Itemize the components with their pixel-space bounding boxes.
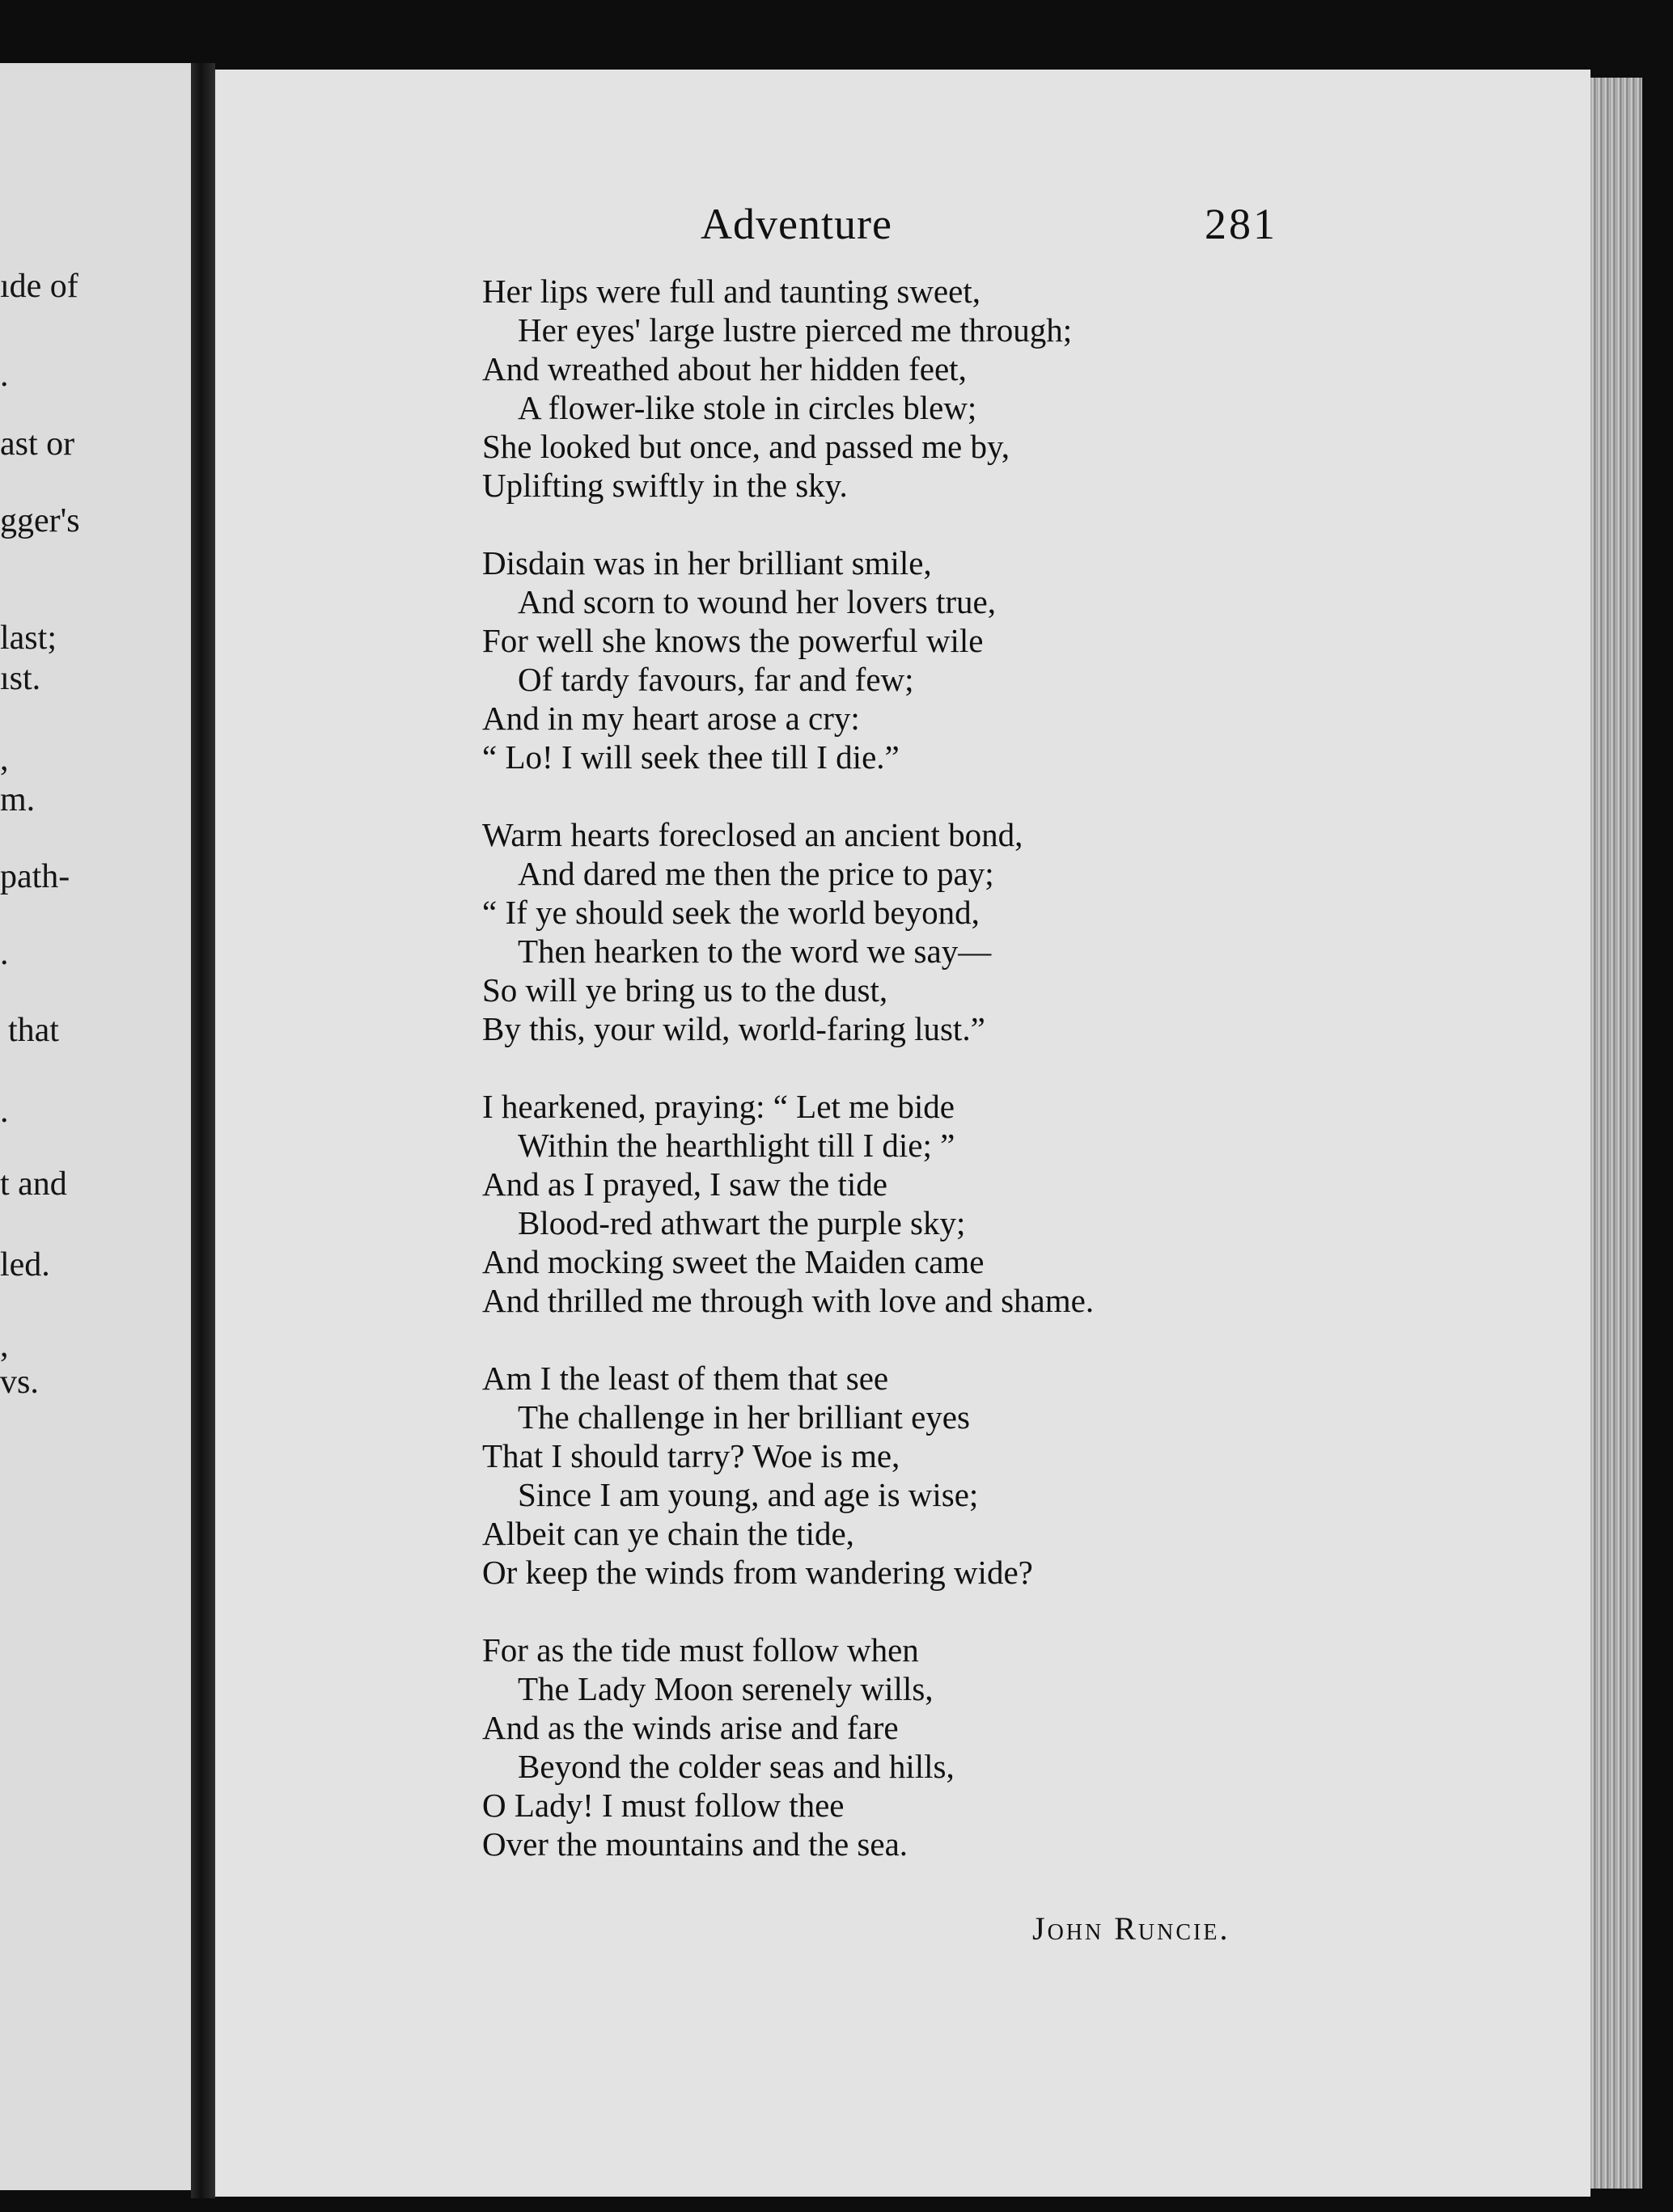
left-fragment: , xyxy=(0,741,9,778)
left-fragment: , xyxy=(0,1327,9,1364)
page-edges xyxy=(1590,78,1642,2189)
poem-line: And thrilled me through with love and shame. xyxy=(482,1282,1095,1319)
main-page xyxy=(215,70,1590,2197)
poem-line: For well she knows the powerful wile xyxy=(482,622,984,659)
poem-line: Her lips were full and taunting sweet, xyxy=(482,273,981,310)
poem-line: And mocking sweet the Maiden came xyxy=(482,1243,985,1280)
poem-line: And in my heart arose a cry: xyxy=(482,700,860,737)
poem-line: O Lady! I must follow thee xyxy=(482,1787,845,1824)
left-fragment: . xyxy=(0,357,9,394)
stanza xyxy=(482,272,1493,505)
poem-line: So will ye bring us to the dust, xyxy=(482,971,888,1009)
stanza xyxy=(482,543,1493,776)
left-fragment: last; xyxy=(0,620,57,657)
left-fragment: t and xyxy=(0,1165,67,1203)
page-number: 281 xyxy=(1205,200,1277,248)
poem-line: Or keep the winds from wandering wide? xyxy=(482,1554,1033,1591)
previous-page-fragment xyxy=(0,63,191,2190)
left-fragment: gger's xyxy=(0,502,80,539)
left-fragment: that xyxy=(8,1012,59,1049)
poem-line: The Lady Moon serenely wills, xyxy=(518,1670,934,1707)
poem-line: “ If ye should seek the world beyond, xyxy=(482,894,980,931)
poem-line: Warm hearts foreclosed an ancient bond, xyxy=(482,816,1023,853)
poem-line: Of tardy favours, far and few; xyxy=(518,661,914,698)
poem-line: Her eyes' large lustre pierced me through; xyxy=(518,311,1073,349)
poem-line: Albeit can ye chain the tide, xyxy=(482,1515,854,1552)
poem-line: And scorn to wound her lovers true, xyxy=(518,583,996,620)
left-fragment: path- xyxy=(0,858,70,895)
stanza xyxy=(482,1087,1493,1320)
left-fragment: ıst. xyxy=(0,660,41,697)
left-fragment: led. xyxy=(0,1246,50,1284)
book-gutter xyxy=(191,63,215,2198)
left-fragment: vs. xyxy=(0,1364,39,1401)
author-signature: John Runcie. xyxy=(1032,1910,1230,1947)
poem-line: That I should tarry? Woe is me, xyxy=(482,1437,900,1474)
poem-line: For as the tide must follow when xyxy=(482,1631,919,1669)
poem-line: I hearkened, praying: “ Let me bide xyxy=(482,1088,955,1125)
running-title: Adventure xyxy=(701,200,892,248)
poem-line: Then hearken to the word we say— xyxy=(518,933,992,970)
poem-line: Disdain was in her brilliant smile, xyxy=(482,544,932,582)
stanza xyxy=(482,1359,1493,1592)
poem xyxy=(482,272,1493,1902)
poem-line: Over the mountains and the sea. xyxy=(482,1825,909,1863)
poem-line: And as the winds arise and fare xyxy=(482,1709,899,1746)
left-fragment: ast or xyxy=(0,425,75,463)
poem-line: The challenge in her brilliant eyes xyxy=(518,1398,970,1436)
running-head xyxy=(215,70,1590,248)
poem-line: Am I the least of them that see xyxy=(482,1360,889,1397)
left-fragment: m. xyxy=(0,781,36,818)
poem-line: Beyond the colder seas and hills, xyxy=(518,1748,955,1785)
left-fragment: . xyxy=(0,1093,9,1130)
left-fragment: . xyxy=(0,935,9,972)
poem-line: Within the hearthlight till I die; ” xyxy=(518,1127,955,1164)
poem-line: “ Lo! I will seek thee till I die.” xyxy=(482,738,900,776)
poem-line: By this, your wild, world-faring lust.” xyxy=(482,1010,985,1047)
poem-line: She looked but once, and passed me by, xyxy=(482,428,1010,465)
poem-line: Since I am young, and age is wise; xyxy=(518,1476,979,1513)
poem-line: And dared me then the price to pay; xyxy=(518,855,994,892)
stanza xyxy=(482,815,1493,1048)
poem-line: And as I prayed, I saw the tide xyxy=(482,1165,887,1203)
left-fragment: ıde of xyxy=(0,268,78,305)
poem-line: And wreathed about her hidden feet, xyxy=(482,350,967,387)
poem-line: Blood-red athwart the purple sky; xyxy=(518,1204,966,1241)
poem-line: A flower-like stole in circles blew; xyxy=(518,389,977,426)
poem-line: Uplifting swiftly in the sky. xyxy=(482,467,848,504)
stanza xyxy=(482,1630,1493,1863)
